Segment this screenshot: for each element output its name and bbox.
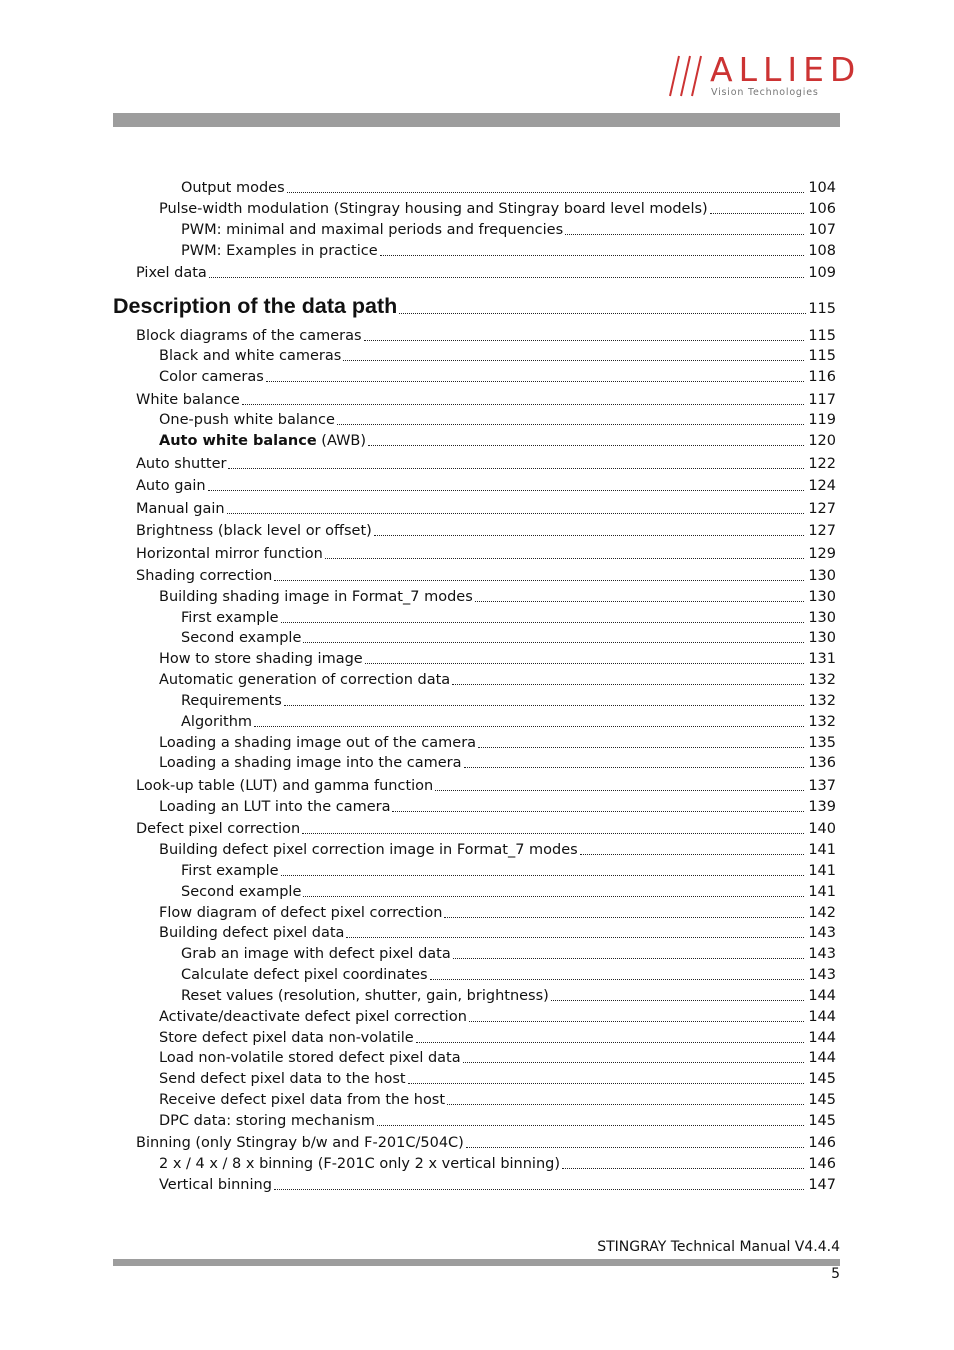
toc-entry-title: Black and white cameras: [159, 348, 342, 364]
dot-leader: [287, 192, 805, 193]
toc-entry[interactable]: [159, 1112, 836, 1130]
toc-entry[interactable]: [181, 862, 836, 880]
toc-entry-page: 132: [808, 714, 836, 730]
dot-leader: [452, 684, 804, 685]
dot-leader: [399, 313, 806, 314]
dot-leader: [302, 833, 804, 834]
toc-entry-page: 106: [808, 201, 836, 217]
toc-entry[interactable]: [181, 609, 836, 627]
toc-entry[interactable]: [136, 391, 836, 409]
toc-entry-page: 140: [808, 821, 836, 837]
chapter-heading[interactable]: [113, 294, 836, 319]
toc-entry-title: Load non-volatile stored defect pixel data: [159, 1050, 461, 1066]
toc-entry-title: Loading a shading image into the camera: [159, 755, 462, 771]
dot-leader: [254, 726, 804, 727]
toc-entry-page: 127: [808, 523, 836, 539]
toc-entry-title: Binning (only Stingray b/w and F-201C/504C): [136, 1135, 464, 1151]
toc-entry[interactable]: [159, 734, 836, 752]
toc-entry[interactable]: [181, 966, 836, 984]
toc-entry-page: 144: [808, 1030, 836, 1046]
dot-leader: [274, 1189, 804, 1190]
toc-entry-page: 115: [808, 348, 836, 364]
footer-manual-title: STINGRAY Technical Manual V4.4.4: [597, 1239, 840, 1255]
dot-leader: [242, 404, 804, 405]
dot-leader: [364, 340, 805, 341]
toc-entry-title: Auto gain: [136, 478, 206, 494]
toc-entry-page: 115: [808, 328, 836, 344]
toc-entry-title: Vertical binning: [159, 1177, 272, 1193]
toc-entry-page: 137: [808, 778, 836, 794]
toc-entry-page: 107: [808, 222, 836, 238]
dot-leader: [325, 558, 804, 559]
dot-leader: [228, 468, 804, 469]
toc-entry-page: 108: [808, 243, 836, 259]
toc-entry-title: Pixel data: [136, 265, 207, 281]
toc-entry[interactable]: [159, 798, 836, 816]
toc-entry-title: [159, 432, 366, 450]
toc-entry[interactable]: [136, 545, 836, 563]
logo-subtitle: Vision Technologies: [711, 87, 819, 98]
toc-entry-title: Defect pixel correction: [136, 821, 301, 837]
toc-entry-title-rest: (AWB): [316, 433, 367, 449]
toc-entry-page: 139: [808, 799, 836, 815]
toc-entry-page: 141: [808, 842, 836, 858]
toc-entry-title: Loading an LUT into the camera: [159, 799, 391, 815]
toc-entry-title: DPC data: storing mechanism: [159, 1113, 375, 1129]
toc-entry-title: Store defect pixel data non-volatile: [159, 1030, 414, 1046]
toc-entry-page: 144: [808, 988, 836, 1004]
toc-entry-title: PWM: Examples in practice: [181, 243, 378, 259]
chapter-title: Description of the data path: [113, 294, 398, 318]
toc-entry-page: 130: [808, 589, 836, 605]
dot-leader: [281, 622, 805, 623]
toc-entry-title: Block diagrams of the cameras: [136, 328, 362, 344]
dot-leader: [463, 1062, 805, 1063]
toc-entry[interactable]: [136, 567, 836, 585]
toc-entry-page: 143: [808, 946, 836, 962]
toc-entry[interactable]: [159, 1070, 836, 1088]
toc-entry-title: Brightness (black level or offset): [136, 523, 372, 539]
toc-entry[interactable]: [181, 692, 836, 710]
footer-bar: [113, 1259, 840, 1266]
toc-entry-title: Pulse-width modulation (Stingray housing and Stingray board level models): [159, 201, 708, 217]
toc-entry-title: Color cameras: [159, 369, 264, 385]
toc-entry-page: 124: [808, 478, 836, 494]
dot-leader: [274, 580, 804, 581]
toc-entry-page: 144: [808, 1009, 836, 1025]
toc-entry-page: 117: [808, 392, 836, 408]
toc-entry[interactable]: [159, 411, 836, 429]
toc-entry[interactable]: [159, 1155, 836, 1173]
toc-entry[interactable]: [181, 987, 836, 1005]
toc-entry[interactable]: [136, 522, 836, 540]
toc-entry-title: Building defect pixel data: [159, 925, 345, 941]
toc-entry-page: 145: [808, 1113, 836, 1129]
toc-entry[interactable]: [136, 455, 836, 473]
toc-entry-page: 132: [808, 693, 836, 709]
toc-entry-title: Shading correction: [136, 568, 273, 584]
toc-entry-page: 145: [808, 1071, 836, 1087]
dot-leader: [430, 979, 805, 980]
dot-leader: [380, 255, 805, 256]
toc-entry-title: Grab an image with defect pixel data: [181, 946, 451, 962]
toc-entry-title: Flow diagram of defect pixel correction: [159, 905, 443, 921]
toc-entry[interactable]: [181, 179, 836, 197]
dot-leader: [374, 535, 805, 536]
dot-leader: [580, 854, 805, 855]
toc-entry[interactable]: [159, 1008, 836, 1026]
toc-entry-title: Automatic generation of correction data: [159, 672, 451, 688]
dot-leader: [435, 790, 804, 791]
toc-entry[interactable]: [159, 671, 836, 689]
dot-leader: [392, 811, 804, 812]
toc-entry-page: 143: [808, 925, 836, 941]
toc-entry[interactable]: [159, 368, 836, 386]
dot-leader: [478, 747, 804, 748]
toc-entry-page: 147: [808, 1177, 836, 1193]
toc-entry-title-bold: Auto white balance: [159, 433, 317, 449]
toc-entry-page: 141: [808, 884, 836, 900]
toc-entry-title: How to store shading image: [159, 651, 363, 667]
toc-entry-page: 130: [808, 630, 836, 646]
toc-entry[interactable]: [159, 347, 836, 365]
toc-entry-title: Activate/deactivate defect pixel correction: [159, 1009, 467, 1025]
toc-entry[interactable]: [136, 264, 836, 282]
dot-leader: [565, 234, 804, 235]
toc-entry-page: 146: [808, 1135, 836, 1151]
dot-leader: [551, 1000, 804, 1001]
toc-entry[interactable]: [136, 477, 836, 495]
dot-leader: [303, 642, 804, 643]
dot-leader: [266, 381, 805, 382]
toc-entry-title: Output modes: [181, 180, 285, 196]
toc-entry[interactable]: [159, 924, 836, 942]
toc-entry[interactable]: [136, 500, 836, 518]
toc-entry-page: 130: [808, 568, 836, 584]
toc-entry-title: White balance: [136, 392, 240, 408]
toc-entry-title: First example: [181, 863, 279, 879]
toc-entry[interactable]: [159, 200, 836, 218]
toc-entry-page: 142: [808, 905, 836, 921]
toc-entry[interactable]: [136, 777, 836, 795]
dot-leader: [408, 1083, 805, 1084]
toc-entry-page: 104: [808, 180, 836, 196]
dot-leader: [368, 445, 804, 446]
toc-entry-title: Building shading image in Format_7 modes: [159, 589, 473, 605]
dot-leader: [710, 213, 805, 214]
toc-entry-title: Look-up table (LUT) and gamma function: [136, 778, 434, 794]
dot-leader: [562, 1168, 804, 1169]
toc-entry-page: 143: [808, 967, 836, 983]
dot-leader: [377, 1125, 804, 1126]
dot-leader: [346, 937, 804, 938]
dot-leader: [464, 767, 805, 768]
toc-entry[interactable]: [159, 1029, 836, 1047]
dot-leader: [227, 513, 805, 514]
toc-entry[interactable]: [159, 432, 836, 450]
dot-leader: [281, 875, 805, 876]
toc-entry-title: PWM: minimal and maximal periods and frequencies: [181, 222, 564, 238]
toc-entry[interactable]: [159, 1049, 836, 1067]
toc-entry[interactable]: [159, 904, 836, 922]
toc-entry-title: Send defect pixel data to the host: [159, 1071, 406, 1087]
toc-entry-title: Loading a shading image out of the camera: [159, 735, 477, 751]
dot-leader: [416, 1042, 805, 1043]
toc-entry[interactable]: [159, 650, 836, 668]
toc-entry-page: 135: [808, 735, 836, 751]
toc-entry[interactable]: [136, 820, 836, 838]
dot-leader: [469, 1021, 804, 1022]
toc-entry[interactable]: [159, 754, 836, 772]
toc-entry-page: 130: [808, 610, 836, 626]
toc-entry-title: First example: [181, 610, 279, 626]
dot-leader: [337, 424, 804, 425]
toc-entry-page: 129: [808, 546, 836, 562]
toc-entry[interactable]: [136, 1134, 836, 1152]
toc-entry[interactable]: [159, 1176, 836, 1194]
toc-entry[interactable]: [181, 221, 836, 239]
toc-entry-title: Horizontal mirror function: [136, 546, 323, 562]
toc-entry-page: 131: [808, 651, 836, 667]
toc-entry-page: 109: [808, 265, 836, 281]
toc-entry-page: 116: [808, 369, 836, 385]
toc-entry-page: 120: [808, 433, 836, 449]
dot-leader: [365, 663, 805, 664]
toc-entry[interactable]: [181, 242, 836, 260]
toc-entry-title: Reset values (resolution, shutter, gain, brightness): [181, 988, 549, 1004]
toc-entry-page: 136: [808, 755, 836, 771]
page-number: 5: [831, 1266, 840, 1282]
dot-leader: [444, 917, 804, 918]
toc-entry-page: 145: [808, 1092, 836, 1108]
toc-entry-title: Requirements: [181, 693, 282, 709]
toc-entry[interactable]: [181, 945, 836, 963]
dot-leader: [466, 1147, 804, 1148]
toc-entry-title: Calculate defect pixel coordinates: [181, 967, 428, 983]
toc-entry-page: 122: [808, 456, 836, 472]
toc-entry-title: Manual gain: [136, 501, 225, 517]
toc-entry[interactable]: [181, 629, 836, 647]
dot-leader: [303, 896, 804, 897]
toc-entry[interactable]: [136, 327, 836, 345]
toc-entry-title: Auto shutter: [136, 456, 227, 472]
toc-entry-page: 127: [808, 501, 836, 517]
toc-entry-title: Algorithm: [181, 714, 253, 730]
dot-leader: [475, 601, 805, 602]
toc-entry-page: 146: [808, 1156, 836, 1172]
dot-leader: [284, 705, 805, 706]
toc-entry-page: 141: [808, 863, 836, 879]
toc-entry-title: One-push white balance: [159, 412, 335, 428]
toc-entry-page: 144: [808, 1050, 836, 1066]
toc-entry[interactable]: [159, 841, 836, 859]
toc-entry-page: 132: [808, 672, 836, 688]
toc-entry[interactable]: [181, 883, 836, 901]
toc-entry[interactable]: [181, 713, 836, 731]
toc-entry[interactable]: [159, 588, 836, 606]
toc-entry-title: Receive defect pixel data from the host: [159, 1092, 446, 1108]
chapter-page: 115: [808, 301, 836, 317]
dot-leader: [209, 277, 805, 278]
toc-entry-title: Building defect pixel correction image in Format_7 modes: [159, 842, 578, 858]
toc-entry[interactable]: [159, 1091, 836, 1109]
toc-entry-title: Second example: [181, 884, 302, 900]
dot-leader: [453, 958, 805, 959]
toc-entry-page: 119: [808, 412, 836, 428]
logo-wordmark: ALLIED: [710, 50, 862, 89]
toc-entry-title: 2 x / 4 x / 8 x binning (F-201C only 2 x vertical binning): [159, 1156, 561, 1172]
dot-leader: [208, 490, 805, 491]
toc-entry-title: Second example: [181, 630, 302, 646]
dot-leader: [343, 360, 804, 361]
dot-leader: [447, 1104, 804, 1105]
